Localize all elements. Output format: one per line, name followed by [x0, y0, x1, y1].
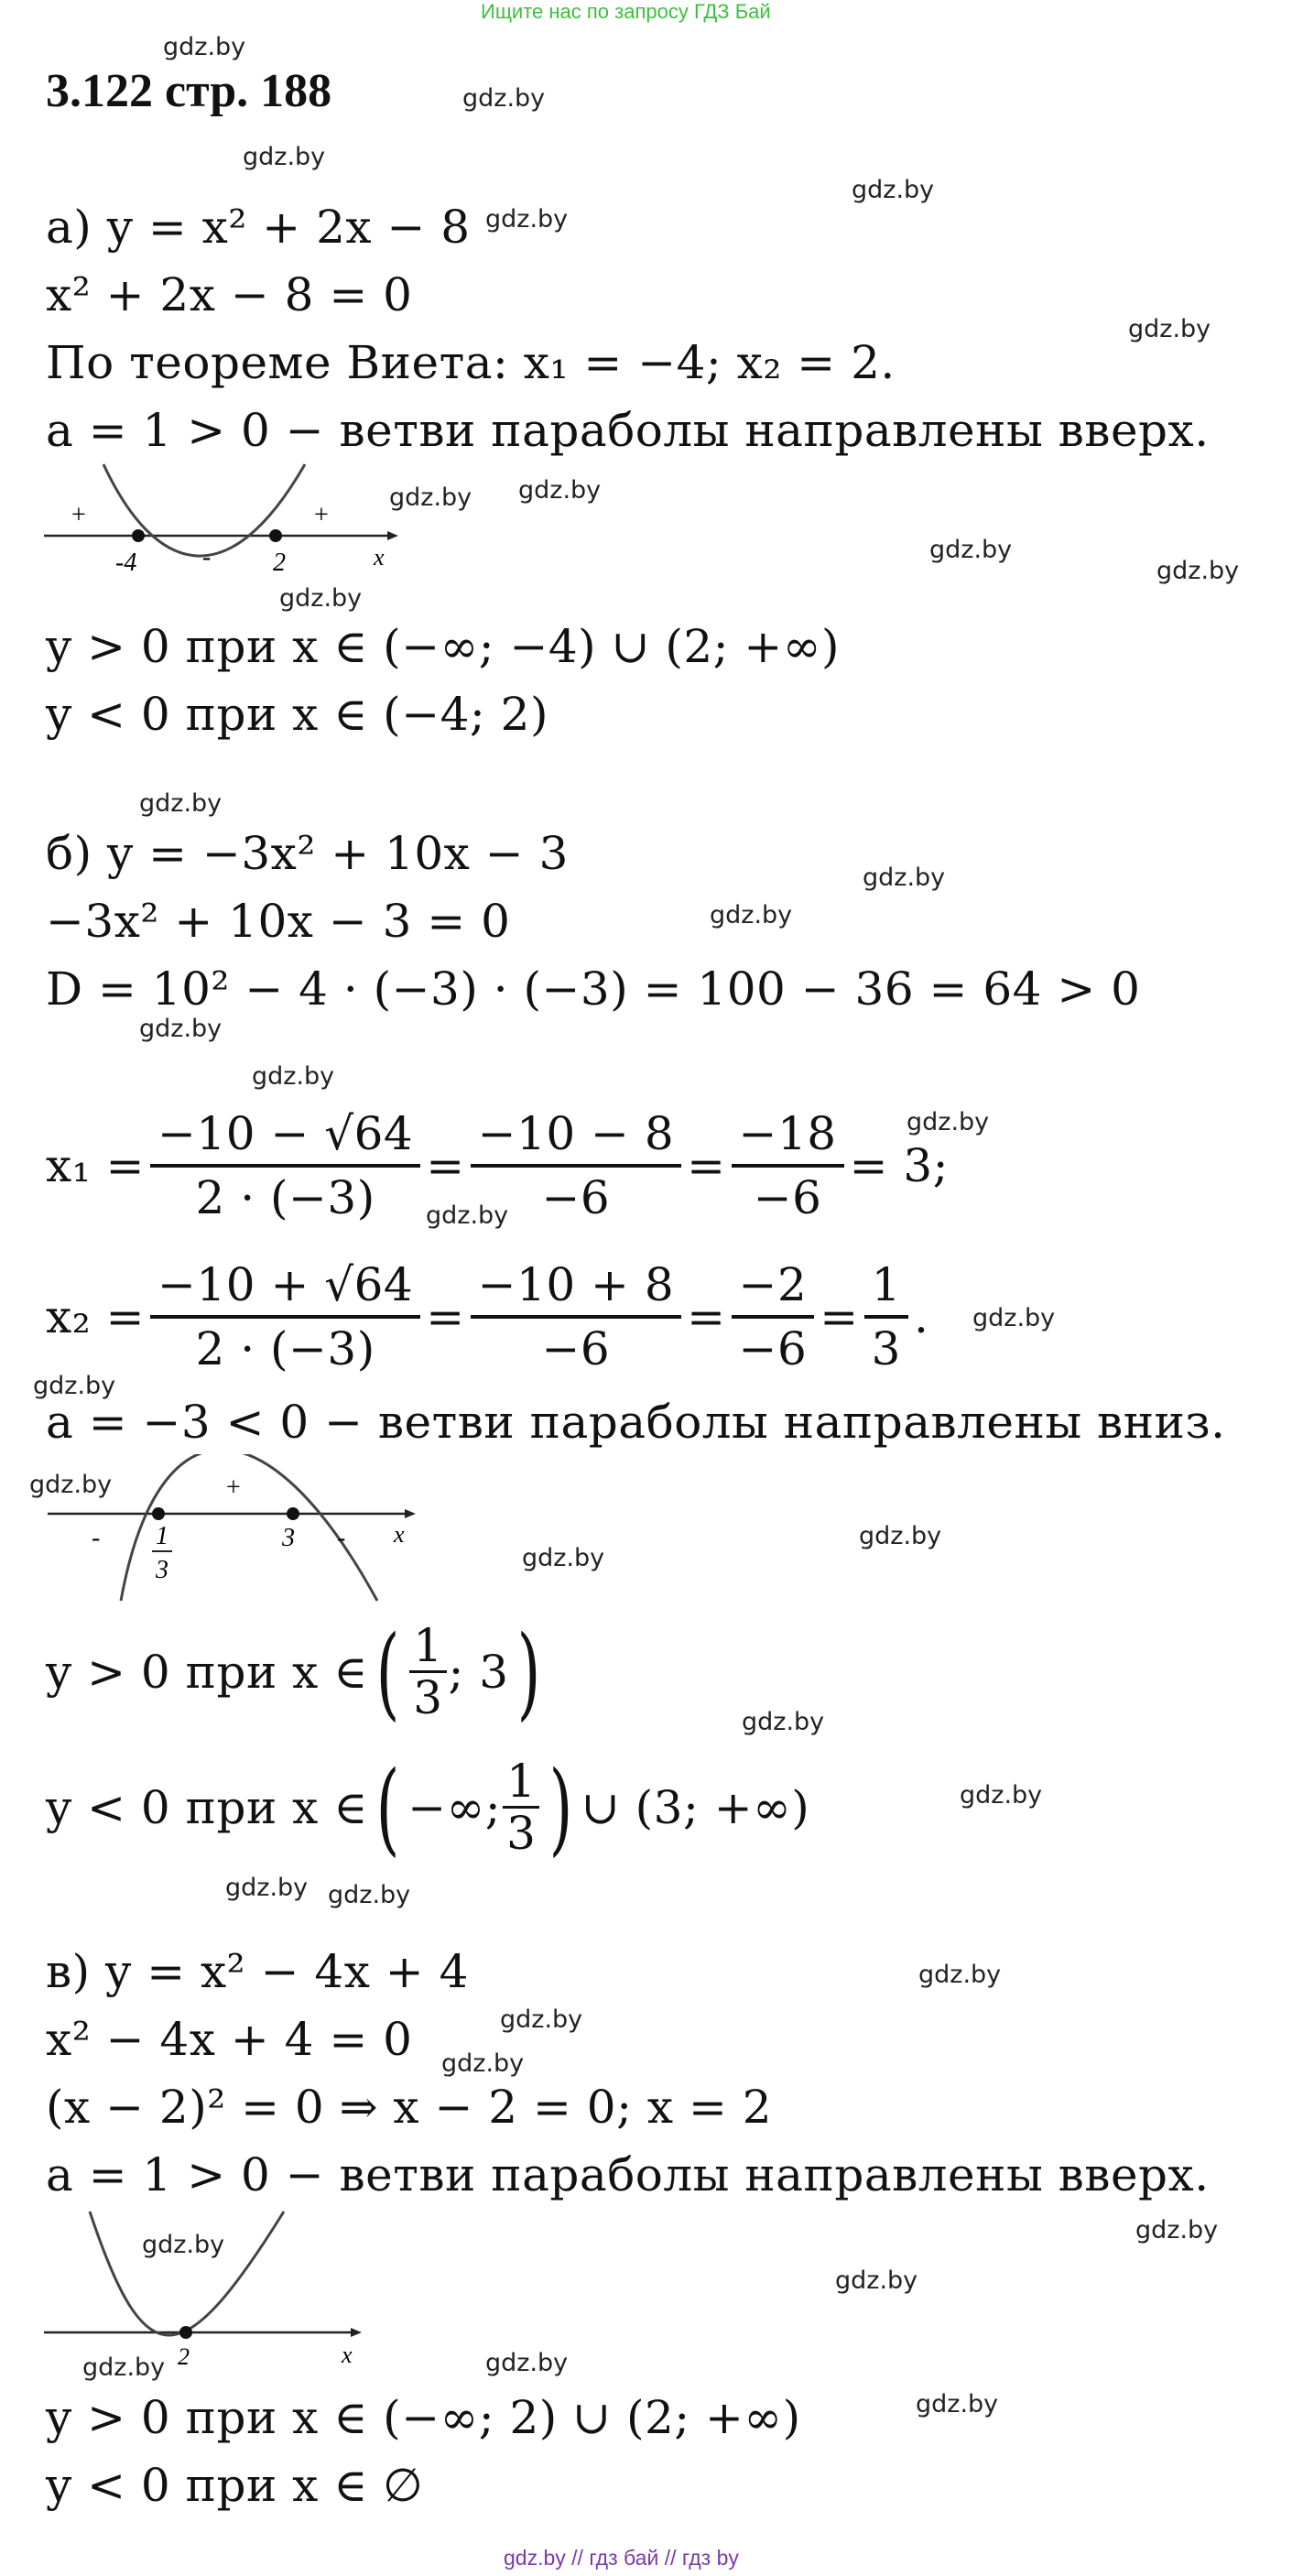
- part-b-x2-formula: x₂ = $\frac{-10 + √64}{2 \cdot (-3)}$ = $\frac{-10 + 8}{-6}$ = $\frac{-2}{-6}$ = $\frac{1}{3}$ .: [46, 1255, 928, 1379]
- axis-arrow-icon: [405, 1509, 416, 1518]
- watermark: gdz.by: [960, 1781, 1043, 1810]
- watermark: gdz.by: [163, 33, 246, 61]
- interval-prefix: y < 0 при x ∈: [46, 1780, 368, 1834]
- watermark: gdz.by: [710, 901, 793, 929]
- watermark: gdz.by: [972, 1304, 1056, 1332]
- watermark: gdz.by: [426, 1201, 509, 1230]
- part-c-direction: a = 1 > 0 − ветви параболы направлены вверх.: [46, 2148, 1210, 2201]
- root-label: 1: [156, 1522, 168, 1550]
- watermark: gdz.by: [859, 1522, 942, 1550]
- fraction-numerator: −10 + 8: [471, 1255, 682, 1319]
- part-b-equation: −3x² + 10x − 3 = 0: [46, 895, 511, 948]
- page-title: 3.122 стр. 188: [46, 65, 332, 117]
- fraction-denominator: −6: [753, 1171, 822, 1224]
- axis-arrow-icon: [351, 2328, 362, 2337]
- watermark: gdz.by: [279, 584, 363, 613]
- watermark: gdz.by: [1156, 557, 1240, 585]
- watermark: gdz.by: [500, 2005, 583, 2034]
- watermark: gdz.by: [852, 176, 935, 204]
- root-label: 2: [273, 549, 286, 577]
- watermark: gdz.by: [907, 1108, 990, 1136]
- fraction-denominator: 2 · (−3): [195, 1322, 375, 1375]
- watermark: gdz.by: [139, 789, 223, 818]
- part-c-positive: y > 0 при x ∈ (−∞; 2) ∪ (2; +∞): [46, 2391, 801, 2444]
- watermark: gdz.by: [441, 2049, 525, 2078]
- watermark: gdz.by: [863, 864, 946, 892]
- sign-label: -: [92, 1524, 101, 1552]
- fraction-denominator: 3: [413, 1671, 443, 1724]
- x1-result: = 3;: [849, 1139, 950, 1192]
- part-a-sign-graph: [44, 462, 401, 591]
- root-label: 3: [156, 1556, 168, 1584]
- axis-label: x: [374, 544, 385, 571]
- watermark: gdz.by: [142, 2231, 225, 2259]
- part-b-positive: y > 0 при x ∈ ( $\frac{1}{3}$ ; 3 ): [46, 1613, 541, 1731]
- root-point: [179, 2326, 192, 2339]
- watermark: gdz.by: [485, 2349, 569, 2377]
- part-b-sign-graph: [48, 1454, 423, 1610]
- watermark: gdz.by: [835, 2266, 918, 2295]
- part-c-sign-graph: [44, 2207, 374, 2376]
- sign-label: +: [226, 1473, 241, 1502]
- axis-label: x: [394, 1521, 405, 1548]
- watermark: gdz.by: [518, 476, 602, 505]
- search-banner: Ищите нас по запросу ГДЗ Бай: [481, 0, 771, 23]
- part-a-direction: a = 1 > 0 − ветви параболы направлены вверх.: [46, 404, 1210, 457]
- part-a-vieta: По теореме Виета: x₁ = −4; x₂ = 2.: [46, 336, 896, 389]
- fraction-denominator: −6: [541, 1171, 611, 1224]
- x2-end: .: [913, 1290, 929, 1343]
- fraction-numerator: 1: [503, 1756, 539, 1809]
- part-a-equation: x² + 2x − 8 = 0: [46, 268, 413, 321]
- watermark: gdz.by: [522, 1544, 605, 1572]
- fraction-numerator: −18: [732, 1103, 844, 1168]
- axis-label: x: [342, 2342, 353, 2368]
- root-point: [269, 529, 282, 542]
- watermark: gdz.by: [1128, 315, 1211, 343]
- watermark: gdz.by: [485, 205, 569, 234]
- fraction-denominator: 2 · (−3): [195, 1171, 375, 1224]
- part-c-negative: y < 0 при x ∈ ∅: [46, 2459, 424, 2512]
- root-label: 2: [178, 2343, 190, 2370]
- part-b-negative: y < 0 при x ∈ ( −∞; $\frac{1}{3}$ ) ∪ (3; +∞): [46, 1748, 810, 1866]
- x1-label: x₁ =: [46, 1139, 146, 1192]
- part-a-function: а) y = x² + 2x − 8: [46, 201, 471, 254]
- watermark: gdz.by: [243, 143, 326, 171]
- watermark: gdz.by: [139, 1015, 223, 1043]
- root-label: -4: [115, 549, 137, 577]
- part-b-discriminant: D = 10² − 4 · (−3) · (−3) = 100 − 36 = 64 > 0: [46, 962, 1141, 1016]
- watermark: gdz.by: [916, 2390, 999, 2418]
- part-a-negative: y < 0 при x ∈ (−4; 2): [46, 688, 548, 741]
- fraction-numerator: 1: [864, 1255, 908, 1319]
- part-b-function: б) y = −3x² + 10x − 3: [46, 827, 569, 880]
- watermark: gdz.by: [82, 2353, 166, 2382]
- fraction-denominator: −6: [738, 1322, 808, 1375]
- watermark: gdz.by: [29, 1471, 113, 1499]
- part-b-direction: a = −3 < 0 − ветви параболы направлены вниз.: [46, 1396, 1226, 1449]
- fraction-numerator: −10 − 8: [471, 1103, 682, 1168]
- watermark: gdz.by: [225, 1874, 309, 1902]
- footer-links: gdz.by // гдз бай // гдз by: [504, 2546, 739, 2570]
- watermark: gdz.by: [328, 1881, 411, 1909]
- watermark: gdz.by: [389, 484, 472, 512]
- sign-label: +: [314, 501, 329, 529]
- part-c-equation: x² − 4x + 4 = 0: [46, 2013, 413, 2066]
- part-c-square: (x − 2)² = 0 ⇒ x − 2 = 0; x = 2: [46, 2081, 773, 2134]
- interval-prefix: y > 0 при x ∈: [46, 1645, 368, 1699]
- interval-suffix: ∪ (3; +∞): [581, 1780, 810, 1834]
- watermark: gdz.by: [252, 1062, 335, 1091]
- root-label: 3: [282, 1524, 295, 1552]
- fraction-denominator: −6: [541, 1322, 611, 1375]
- part-a-positive: y > 0 при x ∈ (−∞; −4) ∪ (2; +∞): [46, 620, 840, 673]
- part-b-x1-formula: x₁ = $\frac{-10 - √64}{2 \cdot (-3)}$ = $\frac{-10 - 8}{-6}$ = $\frac{-18}{-6}$ = 3;: [46, 1103, 949, 1228]
- root-point: [287, 1507, 299, 1520]
- parabola-up: [90, 2212, 284, 2335]
- interval-inner: −∞;: [407, 1780, 502, 1834]
- fraction-numerator: −10 − √64: [150, 1103, 420, 1168]
- fraction-numerator: 1: [409, 1621, 446, 1673]
- root-point: [132, 529, 145, 542]
- fraction-denominator: 3: [506, 1807, 537, 1860]
- axis-arrow-icon: [387, 531, 398, 540]
- watermark: gdz.by: [1135, 2216, 1219, 2244]
- interval-suffix: ; 3: [448, 1645, 509, 1699]
- root-point: [152, 1507, 165, 1520]
- watermark: gdz.by: [918, 1961, 1002, 1989]
- fraction-denominator: 3: [871, 1322, 901, 1375]
- fraction-numerator: −2: [732, 1255, 815, 1319]
- watermark: gdz.by: [742, 1708, 825, 1736]
- watermark: gdz.by: [462, 84, 546, 113]
- sign-label: -: [337, 1524, 346, 1552]
- part-c-function: в) y = x² − 4x + 4: [46, 1945, 469, 1998]
- x2-label: x₂ =: [46, 1290, 146, 1343]
- fraction-numerator: −10 + √64: [150, 1255, 420, 1319]
- sign-label: +: [71, 501, 86, 529]
- watermark: gdz.by: [929, 536, 1013, 564]
- sign-label: -: [202, 543, 212, 571]
- watermark: gdz.by: [33, 1372, 116, 1400]
